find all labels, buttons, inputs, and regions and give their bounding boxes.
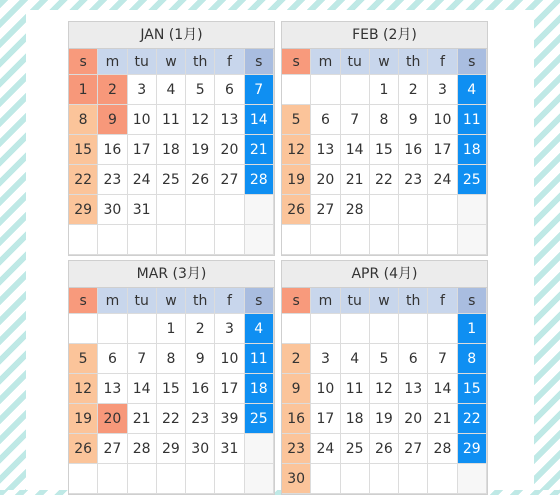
day-cell[interactable]: 19: [69, 404, 98, 434]
day-cell[interactable]: 13: [311, 135, 340, 165]
day-cell[interactable]: 23: [399, 165, 428, 195]
day-cell[interactable]: 3: [128, 75, 157, 105]
day-cell[interactable]: 6: [215, 75, 244, 105]
day-cell[interactable]: 9: [399, 105, 428, 135]
calendar-sheet: [26, 10, 534, 490]
day-cell[interactable]: 14: [341, 135, 370, 165]
day-cell[interactable]: 8: [458, 344, 487, 374]
day-cell[interactable]: 27: [98, 434, 127, 464]
day-cell[interactable]: 13: [215, 105, 244, 135]
day-cell[interactable]: 29: [69, 195, 98, 225]
day-cell[interactable]: 17: [215, 374, 244, 404]
day-cell[interactable]: 7: [245, 75, 274, 105]
day-cell[interactable]: 21: [128, 404, 157, 434]
day-cell[interactable]: 5: [370, 344, 399, 374]
day-cell[interactable]: 11: [245, 344, 274, 374]
month-title: FEB (2月): [282, 22, 487, 49]
day-cell[interactable]: 9: [98, 105, 127, 135]
day-cell[interactable]: 17: [128, 135, 157, 165]
day-cell[interactable]: 4: [341, 344, 370, 374]
day-cell[interactable]: 22: [458, 404, 487, 434]
day-cell[interactable]: 7: [128, 344, 157, 374]
weekday-header: f: [215, 288, 244, 314]
day-cell[interactable]: 26: [370, 434, 399, 464]
day-cell[interactable]: 21: [428, 404, 457, 434]
day-cell[interactable]: 10: [311, 374, 340, 404]
day-cell[interactable]: 25: [157, 165, 186, 195]
month-calendar-mar: [68, 260, 275, 495]
day-cell[interactable]: 27: [399, 434, 428, 464]
day-cell[interactable]: 2: [282, 344, 311, 374]
day-cell[interactable]: 19: [186, 135, 215, 165]
day-cell[interactable]: 27: [215, 165, 244, 195]
day-cell[interactable]: 26: [282, 195, 311, 225]
empty-cell: [428, 225, 457, 255]
month-title: APR (4月): [282, 261, 487, 288]
weekday-header: w: [370, 49, 399, 75]
day-cell[interactable]: 24: [428, 165, 457, 195]
empty-cell: [370, 195, 399, 225]
day-cell[interactable]: 5: [69, 344, 98, 374]
day-cell[interactable]: 1: [157, 314, 186, 344]
empty-cell: [245, 195, 274, 225]
day-cell[interactable]: 12: [282, 135, 311, 165]
day-cell[interactable]: 12: [186, 105, 215, 135]
day-cell[interactable]: 9: [186, 344, 215, 374]
day-cell[interactable]: 16: [399, 135, 428, 165]
day-cell[interactable]: 4: [157, 75, 186, 105]
day-cell[interactable]: 3: [311, 344, 340, 374]
empty-cell: [428, 314, 457, 344]
day-cell[interactable]: 22: [157, 404, 186, 434]
day-cell[interactable]: 22: [69, 165, 98, 195]
day-cell[interactable]: 11: [157, 105, 186, 135]
empty-cell: [215, 195, 244, 225]
empty-cell: [186, 195, 215, 225]
day-cell[interactable]: 28: [128, 434, 157, 464]
day-cell[interactable]: 27: [311, 195, 340, 225]
day-grid: [282, 49, 487, 255]
empty-cell: [186, 225, 215, 255]
day-cell[interactable]: 3: [428, 75, 457, 105]
day-cell[interactable]: 18: [245, 374, 274, 404]
empty-cell: [341, 225, 370, 255]
empty-cell: [311, 75, 340, 105]
day-cell[interactable]: 29: [458, 434, 487, 464]
empty-cell: [399, 314, 428, 344]
empty-cell: [311, 225, 340, 255]
day-cell[interactable]: 8: [157, 344, 186, 374]
weekday-header: s: [458, 288, 487, 314]
empty-cell: [215, 225, 244, 255]
empty-cell: [128, 225, 157, 255]
weekday-header: tu: [128, 49, 157, 75]
weekday-header: th: [186, 288, 215, 314]
day-cell[interactable]: 26: [69, 434, 98, 464]
weekday-header: th: [399, 288, 428, 314]
weekday-header: s: [245, 288, 274, 314]
day-cell[interactable]: 7: [428, 344, 457, 374]
day-cell[interactable]: 14: [428, 374, 457, 404]
day-cell[interactable]: 20: [215, 135, 244, 165]
weekday-header: s: [282, 288, 311, 314]
day-cell[interactable]: 10: [128, 105, 157, 135]
weekday-header: s: [69, 49, 98, 75]
day-cell[interactable]: 25: [458, 165, 487, 195]
empty-cell: [282, 314, 311, 344]
day-cell[interactable]: 16: [282, 404, 311, 434]
empty-cell: [458, 195, 487, 225]
day-cell[interactable]: 31: [215, 434, 244, 464]
day-cell[interactable]: 24: [311, 434, 340, 464]
day-cell[interactable]: 30: [98, 195, 127, 225]
day-cell[interactable]: 21: [341, 165, 370, 195]
day-cell[interactable]: 15: [157, 374, 186, 404]
weekday-header: f: [428, 49, 457, 75]
day-cell[interactable]: 23: [282, 434, 311, 464]
day-cell[interactable]: 28: [245, 165, 274, 195]
day-cell[interactable]: 18: [458, 135, 487, 165]
day-cell[interactable]: 8: [370, 105, 399, 135]
day-cell[interactable]: 15: [69, 135, 98, 165]
day-cell[interactable]: 2: [98, 75, 127, 105]
weekday-header: tu: [341, 288, 370, 314]
day-cell[interactable]: 6: [311, 105, 340, 135]
month-title: JAN (1月): [69, 22, 274, 49]
weekday-header: w: [157, 288, 186, 314]
day-cell[interactable]: 8: [69, 105, 98, 135]
day-cell[interactable]: 3: [215, 314, 244, 344]
day-cell[interactable]: 20: [98, 404, 127, 434]
day-cell[interactable]: 6: [98, 344, 127, 374]
day-cell[interactable]: 1: [69, 75, 98, 105]
day-cell[interactable]: 1: [370, 75, 399, 105]
weekday-header: f: [215, 49, 244, 75]
weekday-header: s: [282, 49, 311, 75]
day-cell[interactable]: 18: [157, 135, 186, 165]
month-title: MAR (3月): [69, 261, 274, 288]
weekday-header: th: [399, 49, 428, 75]
weekday-header: m: [311, 49, 340, 75]
day-cell[interactable]: 30: [282, 464, 311, 494]
day-cell[interactable]: 7: [341, 105, 370, 135]
empty-cell: [69, 314, 98, 344]
empty-cell: [128, 314, 157, 344]
day-cell[interactable]: 14: [128, 374, 157, 404]
day-cell[interactable]: 14: [245, 105, 274, 135]
day-cell[interactable]: 31: [128, 195, 157, 225]
day-cell[interactable]: 6: [399, 344, 428, 374]
day-cell[interactable]: 9: [282, 374, 311, 404]
empty-cell: [370, 225, 399, 255]
empty-cell: [157, 195, 186, 225]
day-cell[interactable]: 15: [458, 374, 487, 404]
weekday-header: m: [311, 288, 340, 314]
weekday-header: s: [69, 288, 98, 314]
month-calendar-feb: [281, 21, 488, 256]
day-cell[interactable]: 19: [282, 165, 311, 195]
day-cell[interactable]: 21: [245, 135, 274, 165]
day-cell[interactable]: 18: [341, 404, 370, 434]
day-cell[interactable]: 22: [370, 165, 399, 195]
day-cell[interactable]: 20: [311, 165, 340, 195]
empty-cell: [370, 314, 399, 344]
weekday-header: s: [458, 49, 487, 75]
day-cell[interactable]: 25: [245, 404, 274, 434]
day-cell[interactable]: 30: [186, 434, 215, 464]
day-cell[interactable]: 11: [341, 374, 370, 404]
empty-cell: [428, 195, 457, 225]
weekday-header: s: [245, 49, 274, 75]
day-cell[interactable]: 16: [186, 374, 215, 404]
empty-cell: [69, 225, 98, 255]
empty-cell: [157, 225, 186, 255]
weekday-header: f: [428, 288, 457, 314]
month-calendar-jan: [68, 21, 275, 256]
day-grid: [69, 49, 274, 255]
day-cell[interactable]: 16: [98, 135, 127, 165]
day-cell[interactable]: 2: [399, 75, 428, 105]
weekday-header: m: [98, 49, 127, 75]
day-cell[interactable]: 10: [428, 105, 457, 135]
day-cell[interactable]: 4: [458, 75, 487, 105]
empty-cell: [341, 314, 370, 344]
month-calendar-apr: [281, 260, 488, 495]
empty-cell: [311, 314, 340, 344]
empty-cell: [282, 225, 311, 255]
weekday-header: tu: [128, 288, 157, 314]
day-cell[interactable]: 23: [98, 165, 127, 195]
day-cell[interactable]: 17: [428, 135, 457, 165]
day-cell[interactable]: 39: [215, 404, 244, 434]
weekday-header: m: [98, 288, 127, 314]
day-cell[interactable]: 19: [370, 404, 399, 434]
empty-cell: [399, 195, 428, 225]
day-cell[interactable]: 20: [399, 404, 428, 434]
day-cell[interactable]: 24: [128, 165, 157, 195]
day-cell[interactable]: 13: [98, 374, 127, 404]
weekday-header: w: [370, 288, 399, 314]
day-cell[interactable]: 29: [157, 434, 186, 464]
weekday-header: w: [157, 49, 186, 75]
empty-cell: [282, 75, 311, 105]
day-cell[interactable]: 5: [186, 75, 215, 105]
day-cell[interactable]: 11: [458, 105, 487, 135]
day-cell[interactable]: 26: [186, 165, 215, 195]
day-cell[interactable]: 4: [245, 314, 274, 344]
day-cell[interactable]: 15: [370, 135, 399, 165]
day-cell[interactable]: 12: [370, 374, 399, 404]
day-cell[interactable]: 10: [215, 344, 244, 374]
day-cell[interactable]: 2: [186, 314, 215, 344]
empty-cell: [341, 75, 370, 105]
empty-cell: [245, 434, 274, 464]
empty-cell: [98, 225, 127, 255]
day-cell[interactable]: 12: [69, 374, 98, 404]
empty-cell: [399, 225, 428, 255]
day-cell[interactable]: 17: [311, 404, 340, 434]
weekday-header: th: [186, 49, 215, 75]
empty-cell: [458, 225, 487, 255]
empty-cell: [98, 314, 127, 344]
day-grid: [69, 288, 274, 494]
empty-cell: [245, 225, 274, 255]
day-cell[interactable]: 28: [341, 195, 370, 225]
day-cell[interactable]: 13: [399, 374, 428, 404]
day-cell[interactable]: 23: [186, 404, 215, 434]
day-cell[interactable]: 1: [458, 314, 487, 344]
day-grid: [282, 288, 487, 494]
day-cell[interactable]: 5: [282, 105, 311, 135]
day-cell[interactable]: 28: [428, 434, 457, 464]
weekday-header: tu: [341, 49, 370, 75]
day-cell[interactable]: 25: [341, 434, 370, 464]
